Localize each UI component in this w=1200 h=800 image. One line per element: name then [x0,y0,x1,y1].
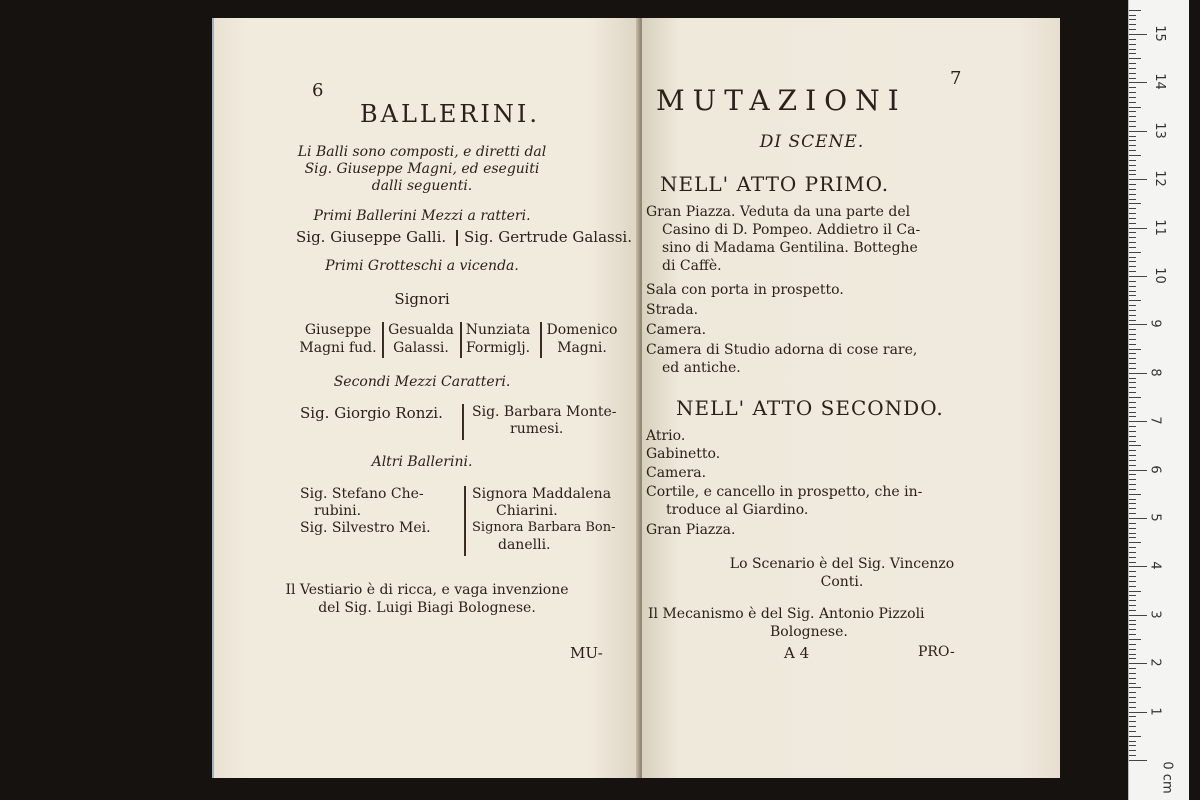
ruler-tick [1129,707,1136,708]
signori-name-2-last: Galassi. [393,340,449,356]
ruler-tick [1129,228,1147,229]
ruler-tick [1129,92,1136,93]
signori-name-4-first: Domenico [546,322,618,338]
ruler-tick [1129,315,1136,316]
ruler-tick [1129,523,1136,524]
ruler-tick [1129,474,1136,475]
signature-mark: A 4 [784,644,810,662]
ruler-tick [1129,687,1141,688]
ruler-number: 12 [1151,170,1167,187]
ruler-tick [1129,10,1141,11]
catchword: PRO- [918,644,955,660]
ruler-tick [1129,334,1136,335]
ruler-tick [1129,349,1141,350]
ruler-tick [1129,470,1147,471]
ruler-tick [1129,116,1136,117]
ruler-tick [1129,436,1136,437]
ruler-tick [1129,189,1136,190]
ruler-tick [1129,58,1141,59]
ruler-tick [1129,557,1136,558]
altri-left-line-2: rubini. [314,503,362,519]
ruler-tick [1129,266,1136,267]
ruler-tick [1129,581,1136,582]
ruler-tick [1129,663,1147,664]
ruler-number: 9 [1147,319,1163,329]
ruler-tick [1129,741,1136,742]
ruler-tick [1129,518,1147,519]
ruler-tick [1129,174,1136,175]
ruler-tick [1129,479,1136,480]
ruler-tick [1129,736,1141,737]
ruler-tick [1129,363,1136,364]
ruler-tick [1129,755,1136,756]
ruler-tick [1129,344,1136,345]
ruler-tick [1129,397,1141,398]
ruler-tick [1129,131,1147,132]
ruler-tick [1129,378,1136,379]
secondi-right-line-2: rumesi. [510,421,564,437]
signori-name-2-first: Gesualda [388,322,454,338]
ruler-tick [1129,208,1136,209]
ruler-number: 14 [1151,73,1167,91]
intro-line-2: Sig. Giuseppe Magni, ed eseguiti [304,161,540,177]
ruler-tick [1129,320,1136,321]
ruler-tick [1129,145,1136,146]
ruler-tick [1129,591,1141,592]
ruler-tick [1129,547,1136,548]
ruler-tick [1129,368,1136,369]
ruler-tick [1129,19,1136,20]
ruler-number: 7 [1147,416,1163,425]
ruler-tick [1129,513,1136,514]
primi-ballerini-right: Sig. Gertrude Galassi. [464,228,632,246]
ruler-tick [1129,107,1141,108]
ruler-tick [1129,223,1136,224]
ruler-tick [1129,82,1147,83]
ruler-tick [1129,697,1136,698]
atto-primo-heading: NELL' ATTO PRIMO. [660,172,890,196]
ruler-tick [1129,261,1136,262]
ruler-tick [1129,460,1136,461]
ruler-tick [1129,494,1141,495]
ruler-number: 15 [1151,25,1167,42]
ruler-number: 1 [1147,706,1163,716]
ruler-number: 6 [1147,464,1163,474]
open-book [212,18,1060,780]
ruler-tick [1129,300,1141,301]
ruler-tick [1129,634,1136,635]
ruler-tick [1129,431,1136,432]
ruler-tick [1129,465,1136,466]
ruler-tick [1129,252,1141,253]
intro-line-3: dalli seguenti. [371,178,473,194]
ruler-tick [1129,339,1136,340]
ruler-tick [1129,760,1147,761]
column-divider [456,230,458,246]
ruler-tick [1129,184,1136,185]
ruler-tick [1129,745,1136,746]
ruler-tick [1129,358,1136,359]
ruler-tick [1129,407,1136,408]
ruler-tick [1129,721,1136,722]
ruler-number: 8 [1147,368,1163,377]
ruler-tick [1129,499,1136,500]
ruler-tick [1129,247,1136,248]
page-title: BALLERINI. [360,100,541,128]
ruler-tick [1129,610,1136,611]
ruler-tick [1129,586,1136,587]
ruler-tick [1129,73,1136,74]
ruler-tick [1129,257,1136,258]
ruler-tick [1129,489,1136,490]
ruler-tick [1129,416,1136,417]
ruler-tick [1129,34,1147,35]
signori-name-4-last: Magni. [557,340,607,356]
ruler-tick [1129,291,1136,292]
ruler-tick [1129,426,1136,427]
ruler-tick [1129,373,1147,374]
catchword: MU- [570,644,603,662]
ruler-tick [1129,600,1136,601]
altri-left-line-1: Sig. Stefano Che- [300,486,424,502]
ruler-tick [1129,87,1136,88]
ruler-tick [1129,552,1136,553]
ruler-tick [1129,281,1136,282]
vestiario-line-2: del Sig. Luigi Biagi Bolognese. [318,600,536,616]
ruler-tick [1129,199,1136,200]
ruler-tick [1129,382,1136,383]
ruler-tick [1129,78,1136,79]
column-divider [462,404,464,440]
ruler-tick [1129,668,1136,669]
atto-primo-line: Sala con porta in prospetto. [646,282,844,298]
atto-primo-line: Strada. [646,302,699,318]
atto-primo-line: di Caffè. [662,258,722,274]
altri-right-line-3: Signora Barbara Bon- [472,520,616,535]
ruler-tick [1129,203,1141,204]
ruler-tick [1129,441,1136,442]
ruler-tick [1129,165,1136,166]
ruler-tick [1129,412,1136,413]
ruler-tick [1129,445,1141,446]
vestiario-line-1: Il Vestiario è di ricca, e vaga invenzione [285,582,569,598]
ruler-number: 5 [1147,513,1163,522]
ruler-tick [1129,136,1136,137]
ruler-tick [1129,170,1136,171]
ruler-tick [1129,53,1136,54]
ruler-tick [1129,716,1136,717]
atto-secondo-line: Camera. [646,465,707,481]
secondi-heading: Secondi Mezzi Caratteri. [333,374,511,390]
ruler-tick [1129,213,1136,214]
grotteschi-heading: Primi Grotteschi a vicenda. [325,258,519,274]
ruler-tick [1129,242,1136,243]
ruler-tick [1129,712,1147,713]
page-number: 6 [312,80,324,101]
atto-secondo-line: Gabinetto. [646,446,721,462]
altri-right-line-4: danelli. [498,537,551,553]
ruler-tick [1129,97,1136,98]
ruler-tick [1129,353,1136,354]
page-subtitle: DI SCENE. [759,132,865,152]
ruler-tick [1129,286,1136,287]
ruler-tick [1129,150,1136,151]
ruler-tick [1129,595,1136,596]
mecanismo-line-1: Il Mecanismo è del Sig. Antonio Pizzoli [648,606,925,622]
atto-primo-line: Gran Piazza. Veduta da una parte del [646,204,911,220]
scenario-line-1: Lo Scenario è del Sig. Vincenzo [729,556,955,572]
right-page [642,18,1060,778]
ruler-tick [1129,276,1147,277]
ruler-number: 2 [1147,658,1163,667]
page-title: MUTAZIONI [656,84,907,117]
left-page [212,18,640,778]
page-number: 7 [950,68,962,89]
ruler-tick [1129,624,1136,625]
ruler-tick [1129,658,1136,659]
altri-right-line-1: Signora Maddalena [472,486,612,502]
atto-secondo-heading: NELL' ATTO SECONDO. [676,396,944,420]
ruler-tick [1129,155,1141,156]
ruler-tick [1129,750,1136,751]
ruler-tick [1129,111,1136,112]
atto-secondo-line: troduce al Giardino. [666,502,809,518]
ruler-tick [1129,218,1136,219]
ruler-tick [1129,310,1136,311]
ruler-tick [1129,615,1147,616]
ruler-tick [1129,450,1136,451]
ruler-tick [1129,232,1136,233]
atto-primo-line: Casino di D. Pompeo. Addietro il Ca- [662,222,921,238]
ruler-tick [1129,639,1141,640]
ruler-tick [1129,49,1136,50]
ruler-number: 10 [1151,267,1167,284]
intro-line-1: Li Balli sono composti, e diretti dal [297,144,547,160]
ruler-tick [1129,121,1136,122]
ruler-tick [1129,102,1136,103]
signori-name-1-last: Magni fud. [299,340,377,356]
ruler-tick [1129,271,1136,272]
ruler-tick [1129,542,1141,543]
atto-secondo-line: Atrio. [646,428,686,444]
ruler-tick [1129,629,1136,630]
ruler-tick [1129,15,1136,16]
ruler-tick [1129,673,1136,674]
ruler-tick [1129,140,1136,141]
ruler-tick [1129,537,1136,538]
signori-name-1-first: Giuseppe [304,322,372,338]
ruler-tick [1129,678,1136,679]
ruler-tick [1129,402,1136,403]
ruler-tick [1129,194,1136,195]
signori-heading: Signori [394,290,450,308]
ruler-tick [1129,29,1136,30]
ruler-tick [1129,160,1136,161]
ruler-tick [1129,63,1136,64]
ruler-tick [1129,24,1136,25]
atto-secondo-line: Gran Piazza. [646,522,736,538]
altri-right-line-2: Chiarini. [496,503,558,519]
atto-primo-line: Camera di Studio adorna di cose rare, [646,342,918,358]
ruler-tick [1129,620,1136,621]
scenario-line-2: Conti. [820,574,864,590]
ruler-tick [1129,605,1136,606]
ruler-tick [1129,44,1136,45]
ruler-tick [1129,68,1136,69]
ruler-tick [1129,566,1147,567]
ruler-tick [1129,644,1136,645]
primi-ballerini-left: Sig. Giuseppe Galli. [296,228,447,246]
ruler-tick [1129,508,1136,509]
ruler-tick [1129,654,1136,655]
primi-ballerini-heading: Primi Ballerini Mezzi a ratteri. [313,208,531,224]
ruler-tick [1129,484,1136,485]
atto-primo-line: sino di Madama Gentilina. Botteghe [662,240,918,256]
atto-primo-line: Camera. [646,322,707,338]
ruler-tick [1129,126,1136,127]
secondi-left: Sig. Giorgio Ronzi. [300,404,443,422]
ruler-tick [1129,503,1136,504]
ruler-tick [1129,387,1136,388]
measuring-ruler [1128,0,1189,800]
ruler-tick [1129,305,1136,306]
ruler-tick [1129,683,1136,684]
altri-heading: Altri Ballerini. [371,454,473,470]
ruler-tick [1129,39,1136,40]
atto-secondo-line: Cortile, e cancello in prospetto, che in- [646,484,923,500]
signori-name-3-first: Nunziata [465,322,531,338]
ruler-tick [1129,329,1136,330]
ruler-tick [1129,392,1136,393]
ruler-tick [1129,571,1136,572]
ruler-tick [1129,421,1147,422]
ruler-tick [1129,702,1136,703]
ruler-tick [1129,237,1136,238]
column-divider [464,486,466,556]
ruler-tick [1129,576,1136,577]
ruler-tick [1129,692,1136,693]
secondi-right-line-1: Sig. Barbara Monte- [472,404,617,420]
ruler-tick [1129,731,1136,732]
mecanismo-line-2: Bolognese. [770,624,848,640]
altri-left-line-3: Sig. Silvestro Mei. [300,520,431,536]
ruler-number: 4 [1147,561,1163,571]
ruler-tick [1129,528,1136,529]
ruler-number: 3 [1147,610,1163,619]
ruler-unit-label: 0 cm [1159,761,1175,794]
ruler-number: 11 [1151,218,1167,236]
ruler-tick [1129,649,1136,650]
ruler-tick [1129,533,1136,534]
ruler-tick [1129,295,1136,296]
ruler-tick [1129,726,1136,727]
ruler-number: 13 [1151,122,1167,139]
ruler-tick [1129,179,1147,180]
ruler-tick [1129,455,1136,456]
atto-primo-line: ed antiche. [662,360,741,376]
ruler-tick [1129,562,1136,563]
signori-name-3-last: Formiglj. [465,340,531,356]
ruler-tick [1129,324,1147,325]
